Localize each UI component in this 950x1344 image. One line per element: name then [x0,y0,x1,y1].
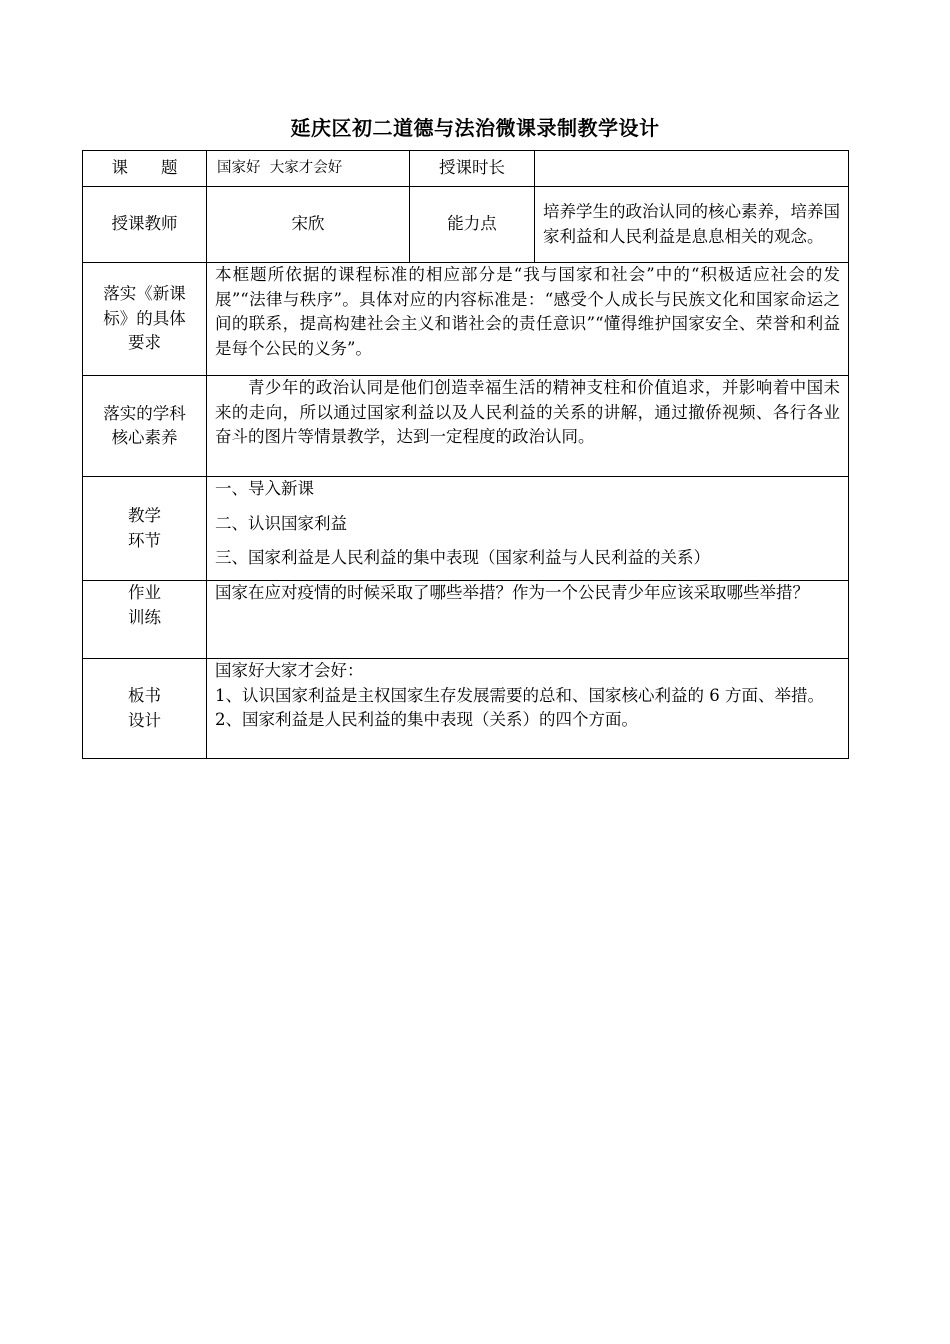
topic-label: 课 题 [83,151,207,187]
row-homework [83,581,849,659]
standard-label-line-2: 标》的具体 [103,308,186,328]
list-item: 二、认识国家利益 [215,513,347,533]
teacher-label: 授课教师 [83,187,207,263]
literacy-label-line-1: 落实的学科 [103,403,186,423]
row-standard [83,263,849,376]
homework-value: 国家在应对疫情的时候采取了哪些举措？作为一个公民青少年应该采取哪些举措？ [207,581,849,659]
board-line-2: 1、认识国家利益是主权国家生存发展需要的总和、国家核心利益的 6 方面、举措。 [215,685,824,705]
board-label [83,659,207,759]
row-teacher [83,187,849,263]
lesson-design-table [82,150,849,759]
steps-label-line-2: 环节 [128,530,161,550]
teacher-value: 宋欣 [207,187,410,263]
homework-label [83,581,207,659]
literacy-value: 青少年的政治认同是他们创造幸福生活的精神支柱和价值追求，并影响着中国未来的走向，所以通过国家利益以及人民利益的关系的讲解，通过撤侨视频、各行各业奋斗的图片等情景教学，达到一定程度的政治认同。 [207,376,849,477]
steps-list [207,477,849,581]
list-item: 一、导入新课 [215,479,314,498]
list-item: 三、国家利益是人民利益的集中表现（国家利益与人民利益的关系） [215,548,710,567]
topic-value: 国家好 大家才会好 [207,151,410,187]
homework-label-line-2: 训练 [128,607,161,627]
standard-label-line-3: 要求 [128,333,161,353]
literacy-label [83,376,207,477]
board-label-line-1: 板书 [128,686,161,705]
duration-value [535,151,849,187]
standard-value: 本框题所依据的课程标准的相应部分是“我与国家和社会”中的“积极适应社会的发展”“法律与秩序”。具体对应的内容标准是：“感受个人成长与民族文化和国家命运之间的联系，提高构建社会主义和谐社会的责任意识”“懂得维护国家安全、荣誉和利益是每个公民的义务”。 [207,263,849,376]
row-steps [83,477,849,581]
standard-label [83,263,207,376]
row-topic [83,151,849,187]
row-literacy [83,376,849,477]
duration-label: 授课时长 [410,151,535,187]
board-label-line-2: 设计 [128,710,161,730]
literacy-label-line-2: 核心素养 [111,428,178,447]
board-line-3: 2、国家利益是人民利益的集中表现（关系）的四个方面。 [215,710,638,729]
row-board [83,659,849,759]
standard-label-line-1: 落实《新课 [103,284,186,304]
document-title: 延庆区初二道德与法治微课录制教学设计 [290,116,660,140]
ability-label: 能力点 [410,187,535,263]
steps-label-line-1: 教学 [128,506,161,525]
board-line-1: 国家好大家才会好： [215,661,364,680]
ability-value: 培养学生的政治认同的核心素养，培养国家利益和人民利益是息息相关的观念。 [535,187,849,263]
board-design [207,659,849,759]
steps-label [83,477,207,581]
homework-label-line-1: 作业 [128,583,161,602]
